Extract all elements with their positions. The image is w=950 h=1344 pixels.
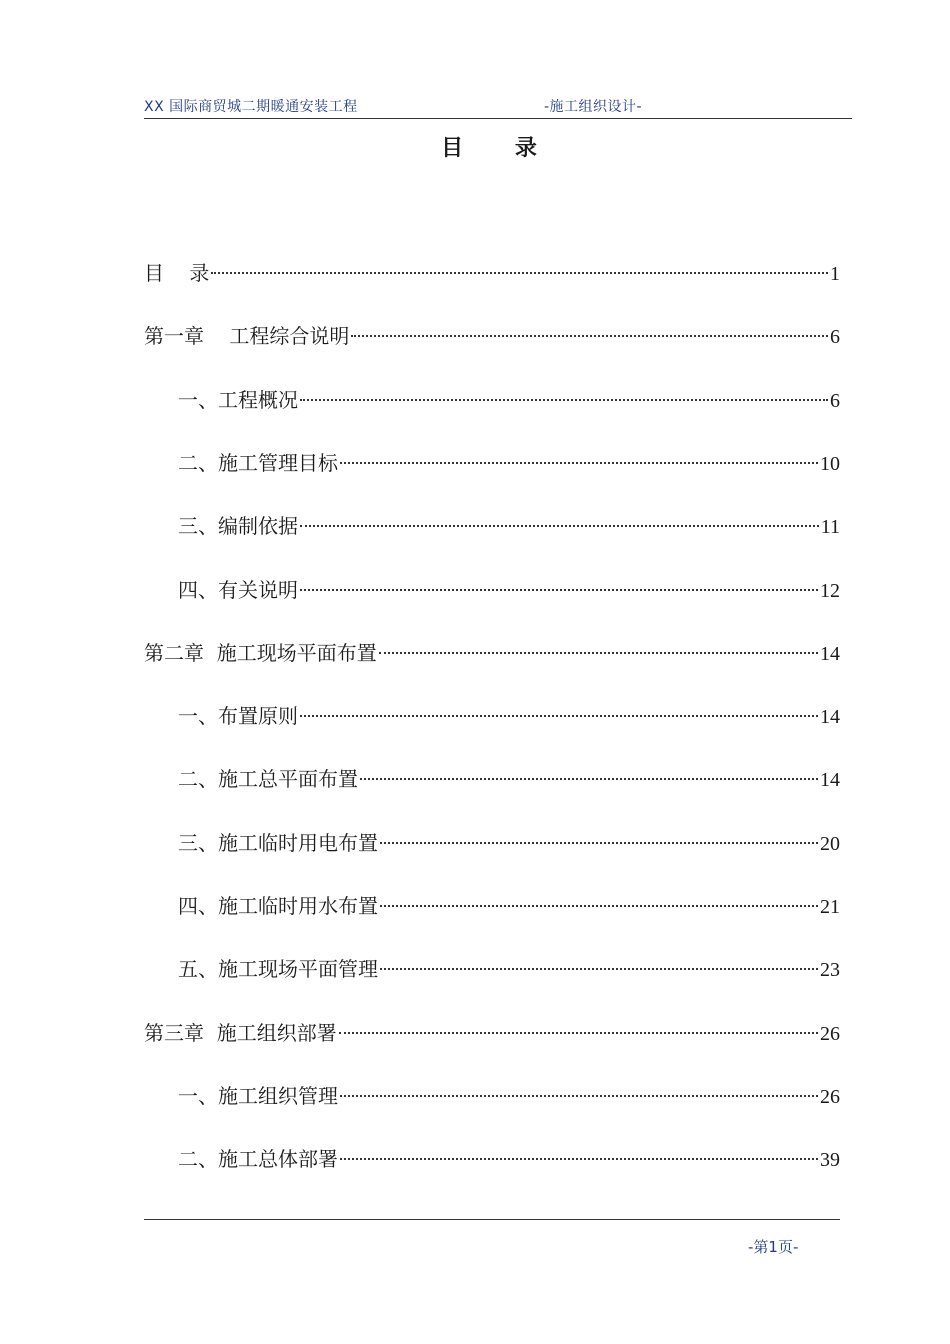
toc-entry[interactable] bbox=[144, 888, 840, 924]
toc-dot-leader bbox=[300, 399, 828, 401]
toc-entry[interactable] bbox=[144, 572, 840, 608]
toc-entry-label: 四、有关说明 bbox=[178, 577, 298, 602]
toc-entry-label: 一、施工组织管理 bbox=[178, 1083, 338, 1108]
toc-entry-label: 二、施工总体部署 bbox=[178, 1147, 338, 1172]
toc-dot-leader bbox=[351, 335, 828, 337]
header-project-name: XX 国际商贸城二期暖通安装工程 bbox=[144, 99, 358, 115]
toc-entry-label: 二、施工总平面布置 bbox=[178, 767, 358, 792]
toc-entry-label: 三、施工临时用电布置 bbox=[178, 830, 378, 855]
toc-dot-leader bbox=[340, 1158, 818, 1160]
toc-dot-leader bbox=[380, 842, 818, 844]
page-footer bbox=[144, 1219, 840, 1256]
toc-entry-page-number: 14 bbox=[820, 706, 840, 729]
toc-entry-page-number: 39 bbox=[820, 1149, 840, 1172]
toc-entry-page-number: 26 bbox=[820, 1085, 840, 1108]
toc-entry[interactable] bbox=[144, 508, 840, 544]
toc-entry[interactable] bbox=[144, 825, 840, 861]
header-doc-type: -施工组织设计- bbox=[544, 99, 643, 115]
toc-entry[interactable] bbox=[144, 1141, 840, 1177]
toc-entry[interactable] bbox=[144, 1015, 840, 1051]
toc-entry[interactable] bbox=[144, 635, 840, 671]
toc-entry-label: 一、工程概况 bbox=[178, 387, 298, 412]
toc-entry-label: 一、布置原则 bbox=[178, 704, 298, 729]
toc-dot-leader bbox=[300, 715, 818, 717]
toc-entry-page-number: 26 bbox=[820, 1022, 840, 1045]
toc-entry-page-number: 1 bbox=[830, 263, 840, 285]
toc-entry[interactable] bbox=[144, 1078, 840, 1114]
toc-entry-label: 五、施工现场平面管理 bbox=[178, 957, 378, 982]
toc-entry[interactable] bbox=[144, 445, 840, 481]
toc-entry-page-number: 10 bbox=[820, 452, 840, 475]
toc-entry[interactable] bbox=[144, 698, 840, 734]
toc-entry-page-number: 21 bbox=[820, 896, 840, 918]
toc-dot-leader bbox=[340, 1095, 818, 1097]
toc-entry[interactable] bbox=[144, 951, 840, 987]
toc-dot-leader bbox=[211, 272, 828, 274]
footer-page-number: -第1页- bbox=[748, 1238, 799, 1256]
toc-entry-page-number: 6 bbox=[830, 326, 840, 349]
toc-dot-leader bbox=[300, 589, 818, 591]
toc-entry-page-number: 14 bbox=[820, 769, 840, 792]
toc-entry-label: 第二章 施工现场平面布置 bbox=[144, 640, 377, 665]
toc-dot-leader bbox=[380, 968, 818, 970]
toc-entry-page-number: 11 bbox=[820, 516, 840, 539]
toc-entry-page-number: 20 bbox=[820, 832, 840, 855]
toc-entry-label: 第一章 工程综合说明 bbox=[144, 324, 350, 349]
toc-entry[interactable] bbox=[144, 382, 840, 418]
toc-entry-page-number: 14 bbox=[820, 642, 840, 665]
toc-dot-leader bbox=[339, 1032, 818, 1034]
toc-entry[interactable] bbox=[144, 255, 840, 291]
toc-dot-leader bbox=[360, 778, 818, 780]
toc-entry[interactable] bbox=[144, 761, 840, 797]
page-header bbox=[144, 94, 852, 119]
toc-dot-leader bbox=[380, 905, 818, 907]
page-title: 目 录 bbox=[441, 136, 559, 161]
toc-entry-label: 四、施工临时用水布置 bbox=[178, 894, 378, 918]
toc-entry-label: 第三章 施工组织部署 bbox=[144, 1020, 337, 1045]
toc-entry-page-number: 23 bbox=[820, 959, 840, 982]
toc-dot-leader bbox=[379, 652, 818, 654]
toc-entry-page-number: 12 bbox=[820, 579, 840, 602]
toc-entry-label: 目 录 bbox=[144, 261, 210, 285]
toc-entry-label: 三、编制依据 bbox=[178, 514, 298, 539]
toc-dot-leader bbox=[300, 525, 819, 527]
toc-dot-leader bbox=[340, 462, 818, 464]
toc-entry-page-number: 6 bbox=[830, 389, 840, 412]
toc-entry[interactable] bbox=[144, 318, 840, 354]
toc-entry-label: 二、施工管理目标 bbox=[178, 450, 338, 475]
